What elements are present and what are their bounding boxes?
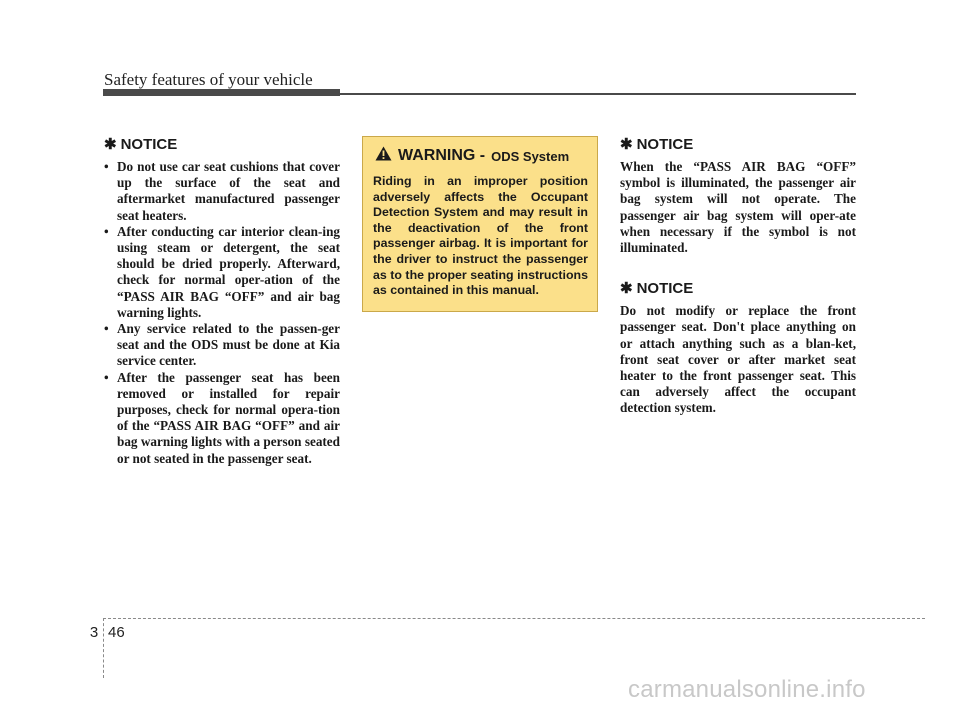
- star-icon: ✱: [104, 136, 117, 153]
- list-item-text: Any service related to the passen-ger seat and the ODS must be done at Kia service center.: [117, 321, 340, 369]
- list-item-text: Do not use car seat cushions that cover up the surface of the seat and aftermarket manufactured passenger seat heaters.: [117, 159, 340, 223]
- bullet-icon: •: [104, 321, 109, 337]
- page-number-value: 46: [108, 624, 125, 641]
- list-item-text: After the passenger seat has been removed or installed for repair purposes, check for normal opera-tion of the “PASS AIR BAG “OFF” and air bag warning lights with a person seated or not seated in the passenger seat.: [117, 369, 340, 466]
- chapter-number: 3: [89, 624, 99, 641]
- list-item: [104, 370, 340, 467]
- bullet-icon: •: [104, 369, 109, 385]
- warning-box: [362, 136, 598, 312]
- left-column: [104, 136, 340, 467]
- notice-body: Do not modify or replace the front passenger seat. Don't place anything on or attach anything such as a blan-ket, front seat cover or after market seat heater to the front passenger seat. This can adversely affect the occupant detection system.: [620, 303, 856, 416]
- warning-body: Riding in an improper position adversely affects the Occupant Detection System and may result in the deactivation of the front passenger airbag. It is important for the driver to instruct the passenger as to the proper seating instructions as contained in this manual.: [373, 174, 588, 298]
- right-column: [620, 136, 856, 441]
- notice-heading: [104, 136, 340, 153]
- page-number: [88, 624, 125, 641]
- list-item: [104, 321, 340, 370]
- warning-triangle-icon: [375, 146, 392, 166]
- page-header-title: Safety features of your vehicle: [104, 70, 313, 89]
- bullet-icon: •: [104, 223, 109, 239]
- bullet-icon: •: [104, 159, 109, 174]
- header-rule: [340, 93, 856, 95]
- watermark: carmanualsonline.info: [628, 676, 866, 703]
- notice-heading: [620, 280, 856, 297]
- notice-list: [104, 159, 340, 467]
- list-item: [104, 224, 340, 321]
- star-icon: ✱: [620, 136, 633, 153]
- list-item-text: After conducting car interior clean-ing using steam or detergent, the seat should be dried properly. Afterward, check for normal oper-ation of the “PASS AIR BAG “OFF” and air bag warning lights.: [117, 223, 340, 320]
- warning-subtitle: ODS System: [491, 148, 570, 164]
- notice-body: When the “PASS AIR BAG “OFF” symbol is illuminated, the passenger air bag system will not operate. The passenger air bag system will oper-ate when necessary if the symbol is not illuminated.: [620, 159, 856, 256]
- footer-rule: [103, 618, 925, 619]
- star-icon: ✱: [620, 280, 633, 298]
- notice-heading: [620, 136, 856, 153]
- list-item: [104, 159, 340, 224]
- notice-heading-label: NOTICE: [120, 136, 178, 153]
- warning-title-label: WARNING -: [398, 147, 486, 164]
- header-bar: [103, 89, 340, 96]
- notice-heading-label: NOTICE: [636, 136, 694, 153]
- notice-heading-label: NOTICE: [636, 280, 694, 298]
- warning-title: [375, 146, 588, 166]
